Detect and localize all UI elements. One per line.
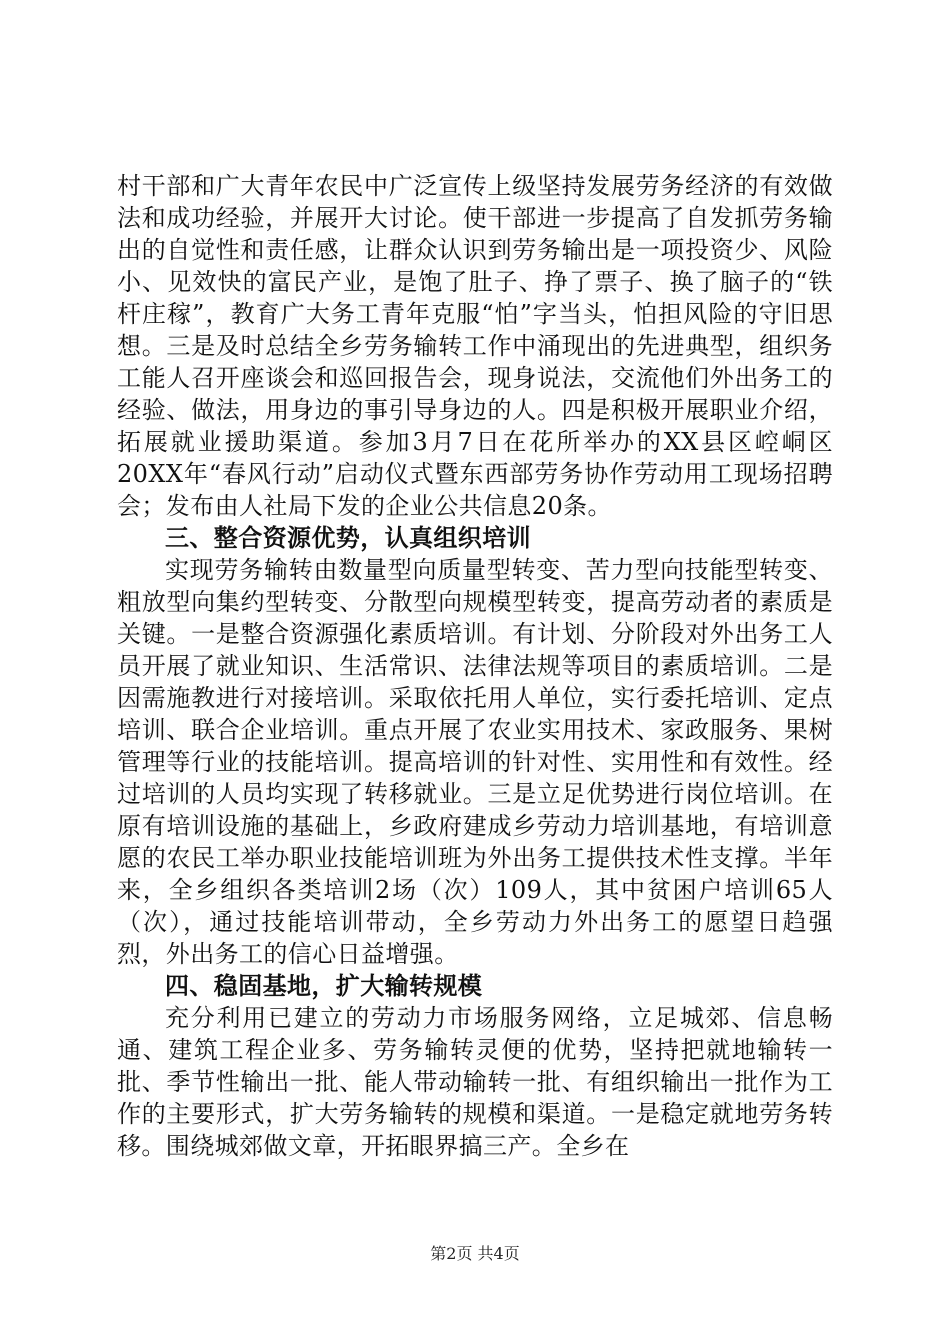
section-heading-4: 四、稳固基地，扩大输转规模	[165, 971, 483, 1000]
paragraph-base: 充分利用已建立的劳动力市场服务网络，立足城郊、信息畅通、建筑工程企业多、劳务输转灵便的优势，坚持把就地输转一批、季节性输出一批、能人带动输转一批、有组织输出一批作为工作的主要形式，扩大劳务输转的规模和渠道。一是稳定就地劳务转移。围绕城郊做文章，开拓眼界搞三产。全乡在	[117, 1004, 833, 1160]
page-number-footer: 第2页 共4页	[430, 1244, 520, 1263]
paragraph-continued: 村干部和广大青年农民中广泛宣传上级坚持发展劳务经济的有效做法和成功经验，并展开大讨论。使干部进一步提高了自发抓劳务输出的自觉性和责任感，让群众认识到劳务输出是一项投资少、风险小、见效快的富民产业，是饱了肚子、挣了票子、换了脑子的“铁杆庄稼”，教育广大务工青年克服“怕”字当头，怕担风险的守旧思想。三是及时总结全乡劳务输转工作中涌现出的先进典型，组织务工能人召开座谈会和巡回报告会，现身说法，交流他们外出务工的经验、做法，用身边的事引导身边的人。四是积极开展职业介绍，拓展就业援助渠道。参加3月7日在花所举办的XX县区崆峒区20XX年“春风行动”启动仪式暨东西部劳务协作劳动用工现场招聘会；发布由人社局下发的企业公共信息20条。	[117, 172, 833, 520]
section-heading-3: 三、整合资源优势，认真组织培训	[165, 523, 531, 552]
document-body	[117, 170, 833, 1162]
paragraph-training: 实现劳务输转由数量型向质量型转变、苦力型向技能型转变、粗放型向集约型转变、分散型向规模型转变，提高劳动者的素质是关键。一是整合资源强化素质培训。有计划、分阶段对外出务工人员开展了就业知识、生活常识、法律法规等项目的素质培训。二是因需施教进行对接培训。采取依托用人单位，实行委托培训、定点培训、联合企业培训。重点开展了农业实用技术、家政服务、果树管理等行业的技能培训。提高培训的针对性、实用性和有效性。经过培训的人员均实现了转移就业。三是立足优势进行岗位培训。在原有培训设施的基础上，乡政府建成乡劳动力培训基地，有培训意愿的农民工举办职业技能培训班为外出务工提供技术性支撑。半年来，全乡组织各类培训2场（次）109人，其中贫困户培训65人（次），通过技能培训带动，全乡劳动力外出务工的愿望日趋强烈，外出务工的信心日益增强。	[117, 556, 833, 968]
